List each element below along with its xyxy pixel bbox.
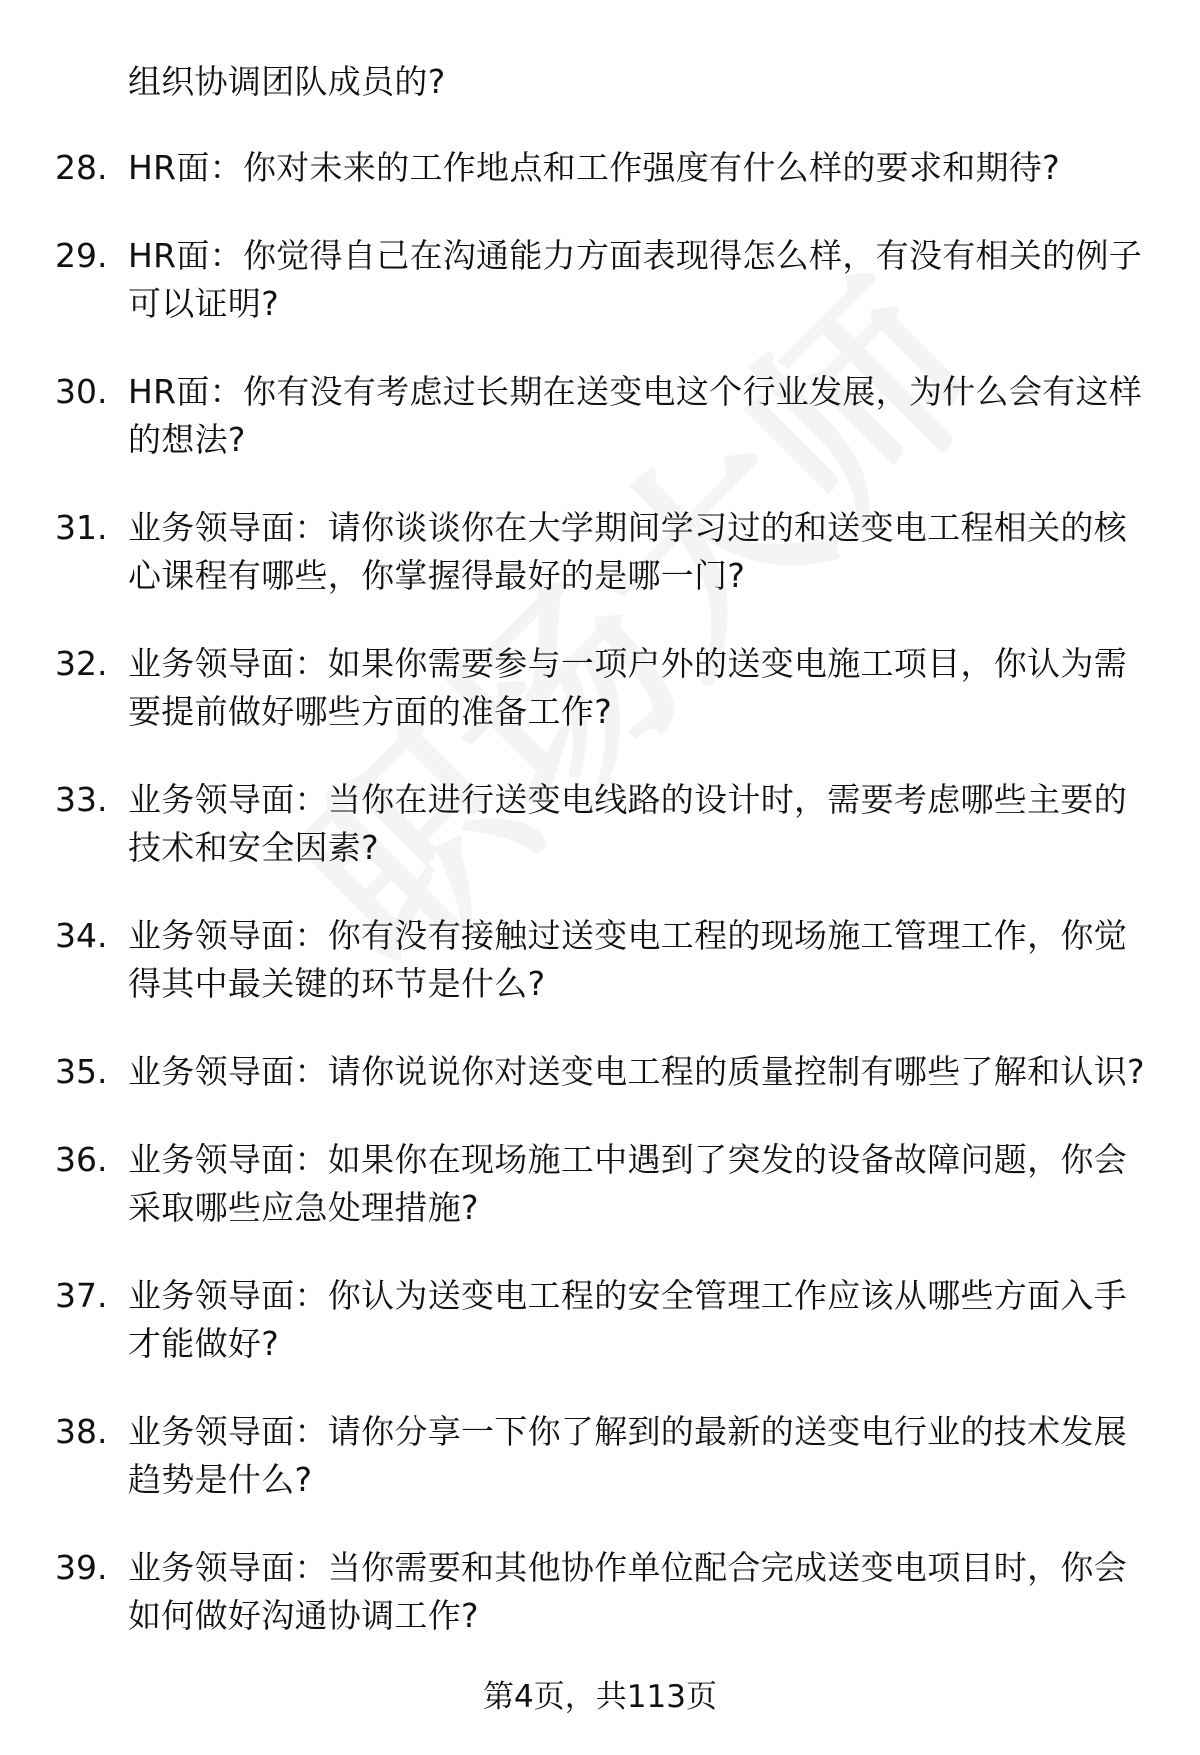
question-number: 31.	[55, 508, 108, 547]
question-text: 业务领导面：如果你在现场施工中遇到了突发的设备故障问题，你会采取哪些应急处理措施?	[128, 1140, 1127, 1227]
question-item-39	[0, 1544, 1200, 1640]
question-text: HR面：你有没有考虑过长期在送变电这个行业发展，为什么会有这样的想法?	[128, 372, 1143, 459]
question-number: 35.	[55, 1052, 108, 1091]
question-number: 34.	[55, 916, 108, 955]
question-item-34	[0, 912, 1200, 1008]
question-number: 39.	[55, 1548, 108, 1587]
question-number: 28.	[55, 148, 108, 187]
question-item-32	[0, 640, 1200, 736]
question-text: 业务领导面：你有没有接触过送变电工程的现场施工管理工作，你觉得其中最关键的环节是什么?	[128, 916, 1127, 1003]
question-number: 29.	[55, 236, 108, 275]
question-text: 业务领导面：当你需要和其他协作单位配合完成送变电项目时，你会如何做好沟通协调工作?	[128, 1548, 1127, 1635]
question-item-35	[0, 1048, 1200, 1096]
question-text: HR面：你觉得自己在沟通能力方面表现得怎么样，有没有相关的例子可以证明?	[128, 236, 1143, 323]
page-footer: 第4页，共113页	[483, 1679, 717, 1715]
question-number: 36.	[55, 1140, 108, 1179]
question-number: 30.	[55, 372, 108, 411]
question-text: 业务领导面：请你分享一下你了解到的最新的送变电行业的技术发展趋势是什么?	[128, 1412, 1127, 1499]
question-item-36	[0, 1136, 1200, 1232]
question-text: 业务领导面：你认为送变电工程的安全管理工作应该从哪些方面入手才能做好?	[128, 1276, 1127, 1363]
question-text: 业务领导面：请你谈谈你在大学期间学习过的和送变电工程相关的核心课程有哪些，你掌握得最好的是哪一门?	[128, 508, 1127, 595]
question-number: 37.	[55, 1276, 108, 1315]
question-item-38	[0, 1408, 1200, 1504]
question-list	[0, 144, 1200, 1640]
question-text: 业务领导面：当你在进行送变电线路的设计时，需要考虑哪些主要的技术和安全因素?	[128, 780, 1127, 867]
question-number: 33.	[55, 780, 108, 819]
question-number: 38.	[55, 1412, 108, 1451]
question-item-33	[0, 776, 1200, 872]
question-item-37	[0, 1272, 1200, 1368]
question-text: HR面：你对未来的工作地点和工作强度有什么样的要求和期待?	[128, 148, 1060, 187]
question-number: 32.	[55, 644, 108, 683]
continuation-text: 组织协调团队成员的?	[128, 62, 446, 101]
question-text: 业务领导面：如果你需要参与一项户外的送变电施工项目，你认为需要提前做好哪些方面的准备工作?	[128, 644, 1127, 731]
question-item-30	[0, 368, 1200, 464]
question-text: 业务领导面：请你说说你对送变电工程的质量控制有哪些了解和认识?	[128, 1052, 1145, 1091]
question-item-29	[0, 232, 1200, 328]
question-item-31	[0, 504, 1200, 600]
question-item-28	[0, 144, 1200, 192]
